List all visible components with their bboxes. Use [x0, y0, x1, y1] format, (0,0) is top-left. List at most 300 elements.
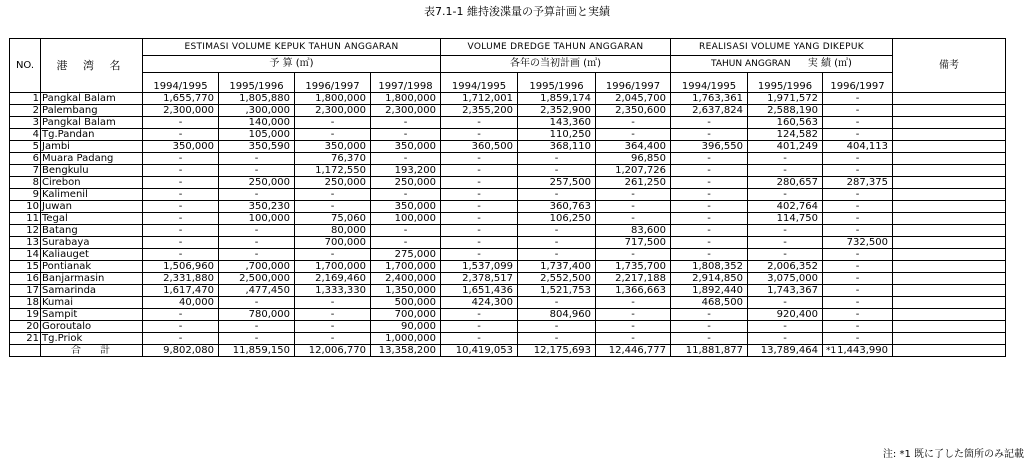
year-header: 1994/1995: [671, 73, 748, 93]
value-cell: 106,250: [518, 213, 596, 225]
row-number: 12: [10, 225, 41, 237]
row-number: 8: [10, 177, 41, 189]
remarks-cell: [893, 285, 1006, 297]
remarks-cell: [893, 201, 1006, 213]
value-cell: 110,250: [518, 129, 596, 141]
dredging-volume-table: [9, 38, 1006, 357]
value-cell: 250,000: [371, 177, 441, 189]
value-cell: -: [748, 189, 823, 201]
row-number: 7: [10, 165, 41, 177]
value-cell: 1,712,001: [441, 93, 518, 105]
table-row: [10, 201, 1006, 213]
value-cell: -: [518, 165, 596, 177]
value-cell: -: [441, 153, 518, 165]
value-cell: 250,000: [295, 177, 371, 189]
value-cell: 350,000: [295, 141, 371, 153]
actual-sub-label: TAHUN ANGGRAN: [711, 59, 791, 69]
port-name: Goroutalo: [41, 321, 143, 333]
value-cell: 2,355,200: [441, 105, 518, 117]
table-row: [10, 237, 1006, 249]
value-cell: -: [143, 321, 219, 333]
table-row: [10, 309, 1006, 321]
value-cell: 90,000: [371, 321, 441, 333]
value-cell: -: [671, 129, 748, 141]
value-cell: 1,808,352: [671, 261, 748, 273]
table-row: [10, 213, 1006, 225]
value-cell: -: [823, 273, 893, 285]
remarks-cell: [893, 273, 1006, 285]
row-number: 14: [10, 249, 41, 261]
year-header: 1995/1996: [518, 73, 596, 93]
value-cell: -: [441, 225, 518, 237]
actual-group-header: REALISASI VOLUME YANG DIKEPUK: [671, 39, 893, 56]
value-cell: -: [371, 237, 441, 249]
row-number: 5: [10, 141, 41, 153]
value-cell: -: [748, 321, 823, 333]
year-header: 1995/1996: [219, 73, 295, 93]
port-name: Palembang: [41, 105, 143, 117]
value-cell: 2,350,600: [596, 105, 671, 117]
actual-unit-label: 実 績 (㎥): [807, 58, 852, 69]
value-cell: 468,500: [671, 297, 748, 309]
remarks-cell: [893, 129, 1006, 141]
value-cell: -: [143, 309, 219, 321]
remarks-cell: [893, 213, 1006, 225]
value-cell: -: [295, 189, 371, 201]
remarks-cell: [893, 309, 1006, 321]
value-cell: -: [441, 213, 518, 225]
total-cell: 12,175,693: [518, 345, 596, 357]
value-cell: 1,735,700: [596, 261, 671, 273]
value-cell: -: [823, 189, 893, 201]
value-cell: -: [671, 309, 748, 321]
port-name: Jambi: [41, 141, 143, 153]
value-cell: 1,506,960: [143, 261, 219, 273]
value-cell: -: [441, 249, 518, 261]
value-cell: 96,850: [596, 153, 671, 165]
table-row: [10, 93, 1006, 105]
value-cell: -: [823, 129, 893, 141]
value-cell: -: [371, 129, 441, 141]
value-cell: -: [219, 333, 295, 345]
value-cell: -: [748, 225, 823, 237]
value-cell: 2,637,824: [671, 105, 748, 117]
port-name-header: 港 湾 名: [41, 39, 143, 93]
remarks-cell: [893, 237, 1006, 249]
value-cell: -: [219, 321, 295, 333]
row-number: 3: [10, 117, 41, 129]
value-cell: -: [518, 189, 596, 201]
value-cell: 114,750: [748, 213, 823, 225]
value-cell: 2,331,880: [143, 273, 219, 285]
value-cell: -: [143, 153, 219, 165]
port-name: Kalimenil: [41, 189, 143, 201]
table-row: [10, 321, 1006, 333]
value-cell: 1,700,000: [295, 261, 371, 273]
year-header: 1997/1998: [371, 73, 441, 93]
remarks-cell: [893, 105, 1006, 117]
value-cell: 83,600: [596, 225, 671, 237]
value-cell: 40,000: [143, 297, 219, 309]
value-cell: -: [671, 213, 748, 225]
value-cell: 1,350,000: [371, 285, 441, 297]
table-row: [10, 129, 1006, 141]
value-cell: -: [143, 177, 219, 189]
value-cell: 350,000: [371, 201, 441, 213]
value-cell: -: [671, 165, 748, 177]
row-number: 13: [10, 237, 41, 249]
value-cell: 920,400: [748, 309, 823, 321]
value-cell: -: [295, 249, 371, 261]
port-name: Tg.Pandan: [41, 129, 143, 141]
row-number: 1: [10, 93, 41, 105]
value-cell: -: [748, 165, 823, 177]
table-row: [10, 117, 1006, 129]
value-cell: -: [518, 297, 596, 309]
row-number: 17: [10, 285, 41, 297]
value-cell: -: [295, 309, 371, 321]
port-name: Surabaya: [41, 237, 143, 249]
port-name: Sampit: [41, 309, 143, 321]
value-cell: 287,375: [823, 177, 893, 189]
value-cell: 2,045,700: [596, 93, 671, 105]
port-name: Cirebon: [41, 177, 143, 189]
value-cell: -: [823, 297, 893, 309]
table-row: [10, 105, 1006, 117]
value-cell: 350,230: [219, 201, 295, 213]
no-header: NO.: [10, 39, 41, 93]
value-cell: 2,914,850: [671, 273, 748, 285]
value-cell: -: [596, 117, 671, 129]
port-name: Tegal: [41, 213, 143, 225]
value-cell: -: [671, 117, 748, 129]
value-cell: 1,800,000: [371, 93, 441, 105]
actual-unit-header: [671, 56, 893, 73]
value-cell: 717,500: [596, 237, 671, 249]
value-cell: -: [441, 165, 518, 177]
value-cell: ,300,000: [219, 105, 295, 117]
value-cell: -: [371, 225, 441, 237]
value-cell: 396,550: [671, 141, 748, 153]
value-cell: 360,763: [518, 201, 596, 213]
value-cell: 500,000: [371, 297, 441, 309]
value-cell: 100,000: [219, 213, 295, 225]
year-header: 1996/1997: [823, 73, 893, 93]
value-cell: 1,743,367: [748, 285, 823, 297]
value-cell: -: [518, 321, 596, 333]
port-name: Kaliauget: [41, 249, 143, 261]
value-cell: -: [671, 333, 748, 345]
value-cell: 2,300,000: [143, 105, 219, 117]
port-name: Pontianak: [41, 261, 143, 273]
port-name: Kumai: [41, 297, 143, 309]
year-header: 1995/1996: [748, 73, 823, 93]
row-number: 4: [10, 129, 41, 141]
value-cell: -: [596, 129, 671, 141]
table-row: [10, 285, 1006, 297]
value-cell: 257,500: [518, 177, 596, 189]
value-cell: -: [219, 165, 295, 177]
table-row: [10, 261, 1006, 273]
remarks-cell: [893, 93, 1006, 105]
value-cell: -: [671, 249, 748, 261]
value-cell: 1,000,000: [371, 333, 441, 345]
value-cell: 1,892,440: [671, 285, 748, 297]
value-cell: -: [518, 333, 596, 345]
total-cell: [823, 345, 893, 357]
total-cell: 13,789,464: [748, 345, 823, 357]
row-number: 10: [10, 201, 41, 213]
total-cell: 9,802,080: [143, 345, 219, 357]
value-cell: -: [596, 309, 671, 321]
remarks-cell: [893, 225, 1006, 237]
year-header: 1994/1995: [441, 73, 518, 93]
value-cell: 1,805,880: [219, 93, 295, 105]
table-row: [10, 225, 1006, 237]
value-cell: 368,110: [518, 141, 596, 153]
year-header: 1994/1995: [143, 73, 219, 93]
value-cell: 76,370: [295, 153, 371, 165]
value-cell: -: [671, 237, 748, 249]
year-header: 1996/1997: [596, 73, 671, 93]
remarks-cell: [893, 141, 1006, 153]
value-cell: -: [823, 285, 893, 297]
value-cell: -: [596, 249, 671, 261]
value-cell: -: [596, 333, 671, 345]
row-number: 9: [10, 189, 41, 201]
value-cell: -: [441, 189, 518, 201]
value-cell: 2,217,188: [596, 273, 671, 285]
value-cell: -: [823, 165, 893, 177]
value-cell: -: [596, 297, 671, 309]
value-cell: -: [143, 237, 219, 249]
value-cell: -: [596, 321, 671, 333]
value-cell: -: [823, 213, 893, 225]
value-cell: 1,737,400: [518, 261, 596, 273]
value-cell: 350,000: [143, 141, 219, 153]
remarks-cell: [893, 261, 1006, 273]
row-number: 15: [10, 261, 41, 273]
value-cell: -: [219, 153, 295, 165]
table-row: [10, 249, 1006, 261]
value-cell: -: [295, 297, 371, 309]
value-cell: -: [823, 309, 893, 321]
value-cell: -: [823, 153, 893, 165]
value-cell: -: [219, 189, 295, 201]
value-cell: 1,763,361: [671, 93, 748, 105]
value-cell: 424,300: [441, 297, 518, 309]
value-cell: 2,588,190: [748, 105, 823, 117]
remarks-cell: [893, 189, 1006, 201]
value-cell: 2,300,000: [371, 105, 441, 117]
value-cell: 360,500: [441, 141, 518, 153]
value-cell: 2,169,460: [295, 273, 371, 285]
value-cell: ,700,000: [219, 261, 295, 273]
port-name: Muara Padang: [41, 153, 143, 165]
value-cell: -: [371, 189, 441, 201]
value-cell: -: [671, 225, 748, 237]
value-cell: -: [143, 129, 219, 141]
value-cell: 100,000: [371, 213, 441, 225]
value-cell: 261,250: [596, 177, 671, 189]
row-number: 20: [10, 321, 41, 333]
row-number: 2: [10, 105, 41, 117]
remarks-cell: [893, 165, 1006, 177]
value-cell: -: [518, 225, 596, 237]
value-cell: -: [823, 249, 893, 261]
value-cell: -: [748, 249, 823, 261]
remarks-cell: [893, 249, 1006, 261]
value-cell: -: [823, 261, 893, 273]
value-cell: -: [143, 225, 219, 237]
value-cell: -: [823, 333, 893, 345]
value-cell: -: [748, 333, 823, 345]
value-cell: 1,655,770: [143, 93, 219, 105]
total-cell: 11,881,877: [671, 345, 748, 357]
value-cell: 1,207,726: [596, 165, 671, 177]
value-cell: -: [295, 129, 371, 141]
remarks-cell: [893, 177, 1006, 189]
total-cell: 10,419,053: [441, 345, 518, 357]
table-row: [10, 165, 1006, 177]
value-cell: 105,000: [219, 129, 295, 141]
value-cell: 140,000: [219, 117, 295, 129]
remarks-cell: [893, 321, 1006, 333]
port-name: Juwan: [41, 201, 143, 213]
value-cell: 780,000: [219, 309, 295, 321]
value-cell: -: [143, 165, 219, 177]
total-value: 1,443,990: [837, 345, 888, 356]
value-cell: 2,400,000: [371, 273, 441, 285]
value-cell: -: [823, 93, 893, 105]
port-name: Samarinda: [41, 285, 143, 297]
total-cell: 11,859,150: [219, 345, 295, 357]
value-cell: -: [823, 225, 893, 237]
value-cell: 350,590: [219, 141, 295, 153]
value-cell: -: [441, 177, 518, 189]
row-number: 21: [10, 333, 41, 345]
value-cell: -: [748, 297, 823, 309]
value-cell: 350,000: [371, 141, 441, 153]
value-cell: 1,366,663: [596, 285, 671, 297]
port-name: Banjarmasin: [41, 273, 143, 285]
footnote-mark: *1: [826, 346, 837, 356]
port-name: Batang: [41, 225, 143, 237]
value-cell: 1,521,753: [518, 285, 596, 297]
table-row: [10, 177, 1006, 189]
footnote: 注: *1 既に了した箇所のみ記載: [882, 449, 1024, 460]
value-cell: 2,352,900: [518, 105, 596, 117]
value-cell: 275,000: [371, 249, 441, 261]
value-cell: -: [143, 249, 219, 261]
value-cell: 2,378,517: [441, 273, 518, 285]
value-cell: -: [671, 321, 748, 333]
value-cell: -: [518, 153, 596, 165]
table-row: [10, 153, 1006, 165]
value-cell: -: [219, 297, 295, 309]
port-name: Tg.Priok: [41, 333, 143, 345]
value-cell: 1,859,174: [518, 93, 596, 105]
value-cell: 160,563: [748, 117, 823, 129]
value-cell: 732,500: [823, 237, 893, 249]
value-cell: 1,800,000: [295, 93, 371, 105]
value-cell: 143,360: [518, 117, 596, 129]
value-cell: 1,651,436: [441, 285, 518, 297]
value-cell: -: [441, 237, 518, 249]
value-cell: 1,333,330: [295, 285, 371, 297]
remarks-header: 備考: [893, 39, 1006, 93]
total-cell: 12,006,770: [295, 345, 371, 357]
value-cell: 2,500,000: [219, 273, 295, 285]
dredge-group-header: VOLUME DREDGE TAHUN ANGGARAN: [441, 39, 671, 56]
row-number: 6: [10, 153, 41, 165]
value-cell: 404,113: [823, 141, 893, 153]
value-cell: -: [823, 117, 893, 129]
value-cell: 700,000: [295, 237, 371, 249]
value-cell: -: [671, 177, 748, 189]
value-cell: 1,172,550: [295, 165, 371, 177]
value-cell: -: [295, 117, 371, 129]
port-name: Pangkal Balam: [41, 117, 143, 129]
value-cell: -: [295, 321, 371, 333]
value-cell: -: [441, 201, 518, 213]
port-name: Pangkal Balam: [41, 93, 143, 105]
value-cell: -: [671, 189, 748, 201]
value-cell: -: [596, 201, 671, 213]
value-cell: 2,006,352: [748, 261, 823, 273]
value-cell: -: [295, 201, 371, 213]
row-number: 16: [10, 273, 41, 285]
row-number: 18: [10, 297, 41, 309]
table-row: [10, 333, 1006, 345]
value-cell: -: [219, 237, 295, 249]
value-cell: 401,249: [748, 141, 823, 153]
value-cell: 804,960: [518, 309, 596, 321]
budget-unit-header: 予 算 (㎥): [143, 56, 441, 73]
total-label: 合 計: [41, 345, 143, 357]
value-cell: 250,000: [219, 177, 295, 189]
value-cell: -: [518, 237, 596, 249]
value-cell: 364,400: [596, 141, 671, 153]
table-row: [10, 141, 1006, 153]
value-cell: -: [143, 117, 219, 129]
value-cell: 75,060: [295, 213, 371, 225]
remarks-cell: [893, 333, 1006, 345]
value-cell: -: [748, 237, 823, 249]
year-header: 1996/1997: [295, 73, 371, 93]
table-title: 表7.1-1 維持浚渫量の予算計画と実績: [424, 5, 610, 18]
remarks-cell: [893, 345, 1006, 357]
value-cell: 700,000: [371, 309, 441, 321]
value-cell: -: [441, 309, 518, 321]
value-cell: ,477,450: [219, 285, 295, 297]
value-cell: -: [371, 117, 441, 129]
value-cell: 1,700,000: [371, 261, 441, 273]
budget-group-header: ESTIMASI VOLUME KEPUK TAHUN ANGGARAN: [143, 39, 441, 56]
value-cell: 1,537,099: [441, 261, 518, 273]
value-cell: -: [371, 153, 441, 165]
remarks-cell: [893, 153, 1006, 165]
value-cell: 1,971,572: [748, 93, 823, 105]
value-cell: 2,300,000: [295, 105, 371, 117]
value-cell: -: [219, 225, 295, 237]
row-number: 19: [10, 309, 41, 321]
value-cell: -: [596, 213, 671, 225]
value-cell: -: [823, 105, 893, 117]
total-cell: 12,446,777: [596, 345, 671, 357]
value-cell: -: [295, 333, 371, 345]
value-cell: -: [748, 153, 823, 165]
